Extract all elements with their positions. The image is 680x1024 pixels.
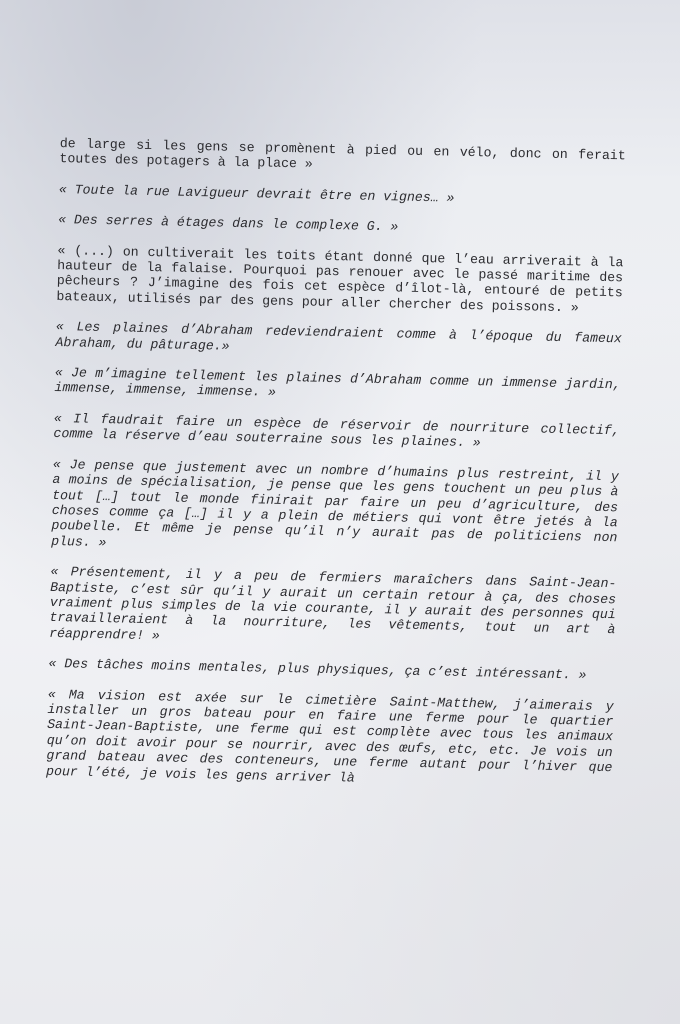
paragraph: « Je m’imagine tellement les plaines d’Abraham comme un immense jardin, immense, immense, immense. » [54,365,621,401]
paragraph: « Il faudrait faire un espèce de réservoir de nourriture collectif, comme la réserve d’eau souterraine sous les plaines. » [53,410,620,451]
paragraph: de large si les gens se promènent à pied ou en vélo, donc on ferait toutes des potagers à la place » [59,136,626,172]
paragraph: « (...) on cultiverait les toits étant donné que l’eau arriverait à la hauteur de la falaise. Pourquoi pas renouer avec le passé maritime des pêcheurs ? J’imagine des fois cet espèce d’îlot-là, entouré de petits bateaux, utilisés par des gens pour aller chercher des poissons. » [56,242,624,316]
paragraph: « Toute la rue Lavigueur devrait être en vignes… » [58,181,455,206]
paragraph: « Les plaines d’Abraham redeviendraient comme à l’époque du fameux Abraham, du pâturage.» [55,319,622,354]
paragraph: « Présentement, il y a peu de fermiers maraîchers dans Saint-Jean-Baptiste, c’est sûr qu’il y aurait un certain retour à ça, des choses vraiment plus simples de la vie courante, il y aurait des personnes qui travailleraient à la nourriture, les vêtements, tout un art à réapprendre! » [48,564,617,644]
paragraph: « Des serres à étages dans le complexe G. » [58,212,399,235]
paragraph: « Ma vision est axée sur le cimetière Saint-Matthew, j’aimerais y installer un gros bateau pour en faire une ferme pour le quartier Saint-Jean-Baptiste, une ferme qui est complète avec tous les animaux qu’on doit avoir pour se nourrir, avec des œufs, etc, etc. Je vois un grand bateau avec des conteneurs, une ferme autant pour l’hiver que pour l’été, je vois les gens arriver là [45,686,614,786]
document-body [46,136,626,806]
paragraph: « Je pense que justement avec un nombre d’humains plus restreint, il y a moins de spécialisation, je pense que les gens touchent un peu plus à tout […] tout le monde finirait par faire un peu d’agriculture, des choses comme ça […] il y a plein de métiers qui vont être jetés à la poubelle. Et même je pense qu’il n’y aurait pas de politiciens non plus. » [50,456,619,550]
paragraph: « Des tâches moins mentales, plus physiques, ça c’est intéressant. » [48,656,587,683]
